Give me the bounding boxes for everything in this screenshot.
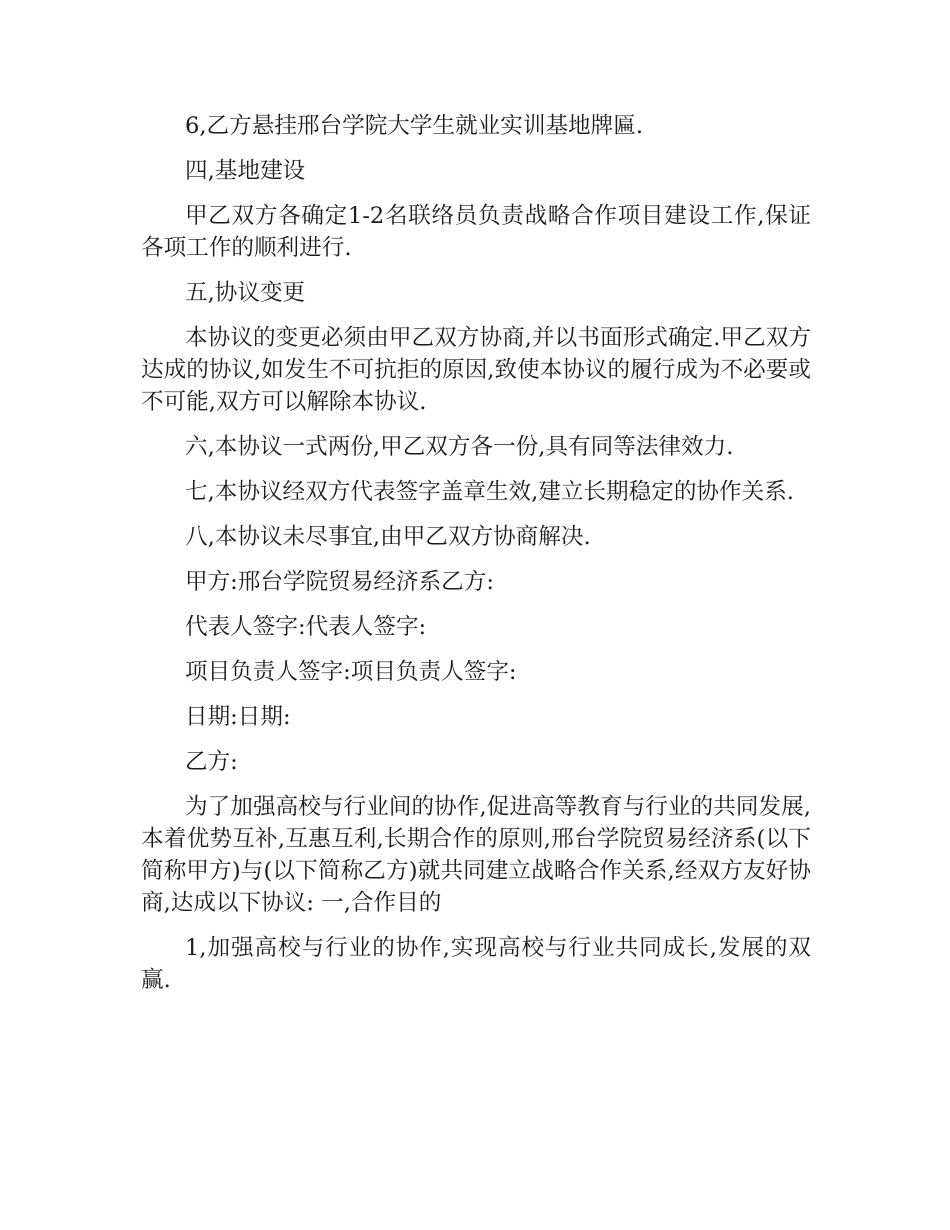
signature-representative-line: 代表人签字:代表人签字: bbox=[185, 614, 427, 640]
document-body bbox=[141, 110, 811, 1009]
paragraph-plaque-item: 6,乙方悬挂邢台学院大学生就业实训基地牌匾. bbox=[185, 113, 644, 139]
signature-parties-line: 甲方:邢台学院贸易经济系乙方: bbox=[185, 569, 494, 595]
party-b-label: 乙方: bbox=[185, 749, 238, 775]
paragraph-preamble: 为了加强高校与行业间的协作,促进高等教育与行业的共同发展,本着优势互补,互惠互利,长期合作的原则,邢台学院贸易经济系(以下简称甲方)与(以下简称乙方)就共同建立战略合作关系,经双方友好协商,达成以下协议: 一,合作目的 bbox=[141, 794, 811, 916]
paragraph-unresolved-matters: 八,本协议未尽事宜,由甲乙双方协商解决. bbox=[185, 524, 591, 550]
paragraph-cooperation-goal-1: 1,加强高校与行业的协作,实现高校与行业共同成长,发展的双赢. bbox=[141, 935, 811, 993]
paragraph-liaison: 甲乙双方各确定1-2名联络员负责战略合作项目建设工作,保证各项工作的顺利进行. bbox=[141, 203, 811, 261]
signature-date-line: 日期:日期: bbox=[185, 704, 291, 730]
paragraph-effective: 七,本协议经双方代表签字盖章生效,建立长期稳定的协作关系. bbox=[185, 479, 794, 505]
paragraph-copies: 六,本协议一式两份,甲乙双方各一份,具有同等法律效力. bbox=[185, 434, 734, 460]
signature-project-lead-line: 项目负责人签字:项目负责人签字: bbox=[185, 659, 517, 685]
section-heading-base-construction: 四,基地建设 bbox=[185, 158, 306, 184]
paragraph-agreement-change: 本协议的变更必须由甲乙双方协商,并以书面形式确定.甲乙双方达成的协议,如发生不可抗拒的原因,致使本协议的履行成为不必要或不可能,双方可以解除本协议. bbox=[141, 325, 811, 415]
section-heading-agreement-change: 五,协议变更 bbox=[185, 280, 306, 306]
